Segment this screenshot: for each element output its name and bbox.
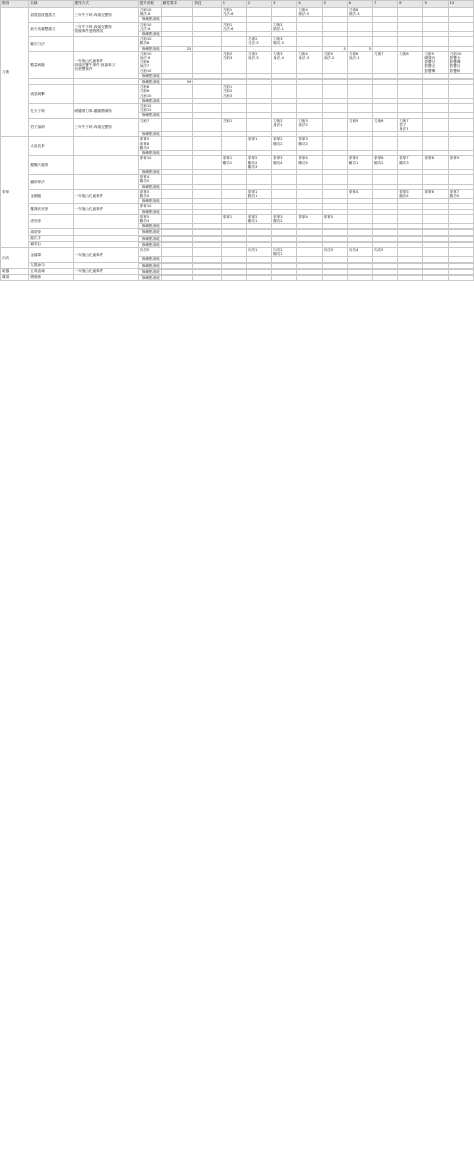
points-label: 修練點消耗 — [138, 209, 161, 214]
skill-row — [1, 118, 474, 132]
level-cell: 拳掌1 — [221, 214, 246, 223]
level-cell — [272, 85, 297, 99]
level-cell: 刀術6 身法-1 — [347, 51, 372, 73]
level-cell: 拳掌2 剛功2 剛功3 — [246, 156, 271, 170]
level-cell: 刀術7 — [373, 51, 398, 73]
level-cell: 刀術4 劍法-5 — [297, 8, 322, 17]
skill-name: 五毒追魂 — [29, 268, 73, 274]
level-cell — [347, 22, 372, 31]
column-header: 提升消耗 — [138, 1, 161, 8]
upgrade-cost: 拳掌10 — [138, 156, 161, 170]
level-cell — [398, 85, 423, 99]
skill-name: 新天英翼雙龍刀 — [29, 22, 73, 37]
level-cell: 刀術5 — [347, 118, 372, 132]
upgrade-cost: 內功5 — [138, 247, 161, 256]
level-cell: 拳掌4 — [347, 189, 372, 198]
skill-cell — [193, 37, 221, 46]
level-cell: 刀術1 刀法-6 — [221, 8, 246, 17]
level-cell — [448, 175, 473, 184]
obtain-method — [73, 175, 138, 190]
attr-requirement — [161, 85, 193, 99]
obtain-method — [73, 37, 138, 52]
level-cell: 刀術8 劍法-3 — [347, 8, 372, 17]
skill-row — [1, 51, 474, 73]
level-cell: 拳掌4 剛功5 — [297, 156, 322, 170]
level-cell — [423, 247, 448, 256]
points-value — [448, 275, 473, 280]
skill-name: 顧宗刀法 — [29, 37, 73, 52]
points-value — [347, 275, 372, 280]
level-cell: 拳掌3 剛功2 — [272, 214, 297, 223]
level-cell — [398, 175, 423, 184]
level-cell: 拳掌5 — [322, 214, 347, 223]
points-label: 修練點消耗 — [138, 263, 161, 268]
skill-name: 孔夫子劍 — [29, 104, 73, 119]
level-cell: 內功1 — [246, 247, 271, 256]
points-label: 修練點消耗 — [138, 224, 161, 229]
points-label: 修練點消耗 — [138, 98, 161, 103]
attr-requirement — [161, 104, 193, 113]
upgrade-cost: 拳掌5 腿功5 — [138, 189, 161, 198]
obtain-method: 一年後山孔嵐事件 — [73, 189, 138, 204]
level-cell — [221, 247, 246, 256]
level-cell: 刀術8 — [398, 51, 423, 73]
level-cell — [246, 85, 271, 99]
header-row — [1, 1, 474, 8]
level-cell: 拳掌3 剛功2 — [297, 137, 322, 151]
level-cell — [272, 175, 297, 184]
skill-name: 鐵布衫 — [29, 241, 73, 247]
skill-cell — [193, 22, 221, 31]
level-cell — [322, 104, 347, 113]
level-cell: 刀術3 身法2 — [297, 118, 322, 132]
points-label: 修練點消耗 — [138, 184, 161, 189]
level-cell: 拳掌3 剛功4 — [272, 156, 297, 170]
level-cell — [373, 37, 398, 46]
level-cell — [448, 37, 473, 46]
upgrade-cost: 刀術10 刀法-6 — [138, 22, 161, 31]
level-cell — [423, 85, 448, 99]
level-cell — [448, 85, 473, 99]
skill-name: 羅漢伏虎拳 — [29, 204, 73, 214]
level-cell: 拳掌2 剛功2 — [272, 137, 297, 151]
level-cell — [448, 137, 473, 151]
skill-row — [1, 22, 474, 31]
level-cell: 刀術2 身法-5 — [246, 51, 271, 73]
level-cell — [423, 104, 448, 113]
points-value — [161, 275, 193, 280]
upgrade-cost: 拳掌5 剛功3 — [138, 214, 161, 223]
level-cell — [221, 175, 246, 184]
level-cell: 拳掌5 剛功1 — [347, 156, 372, 170]
level-cell — [272, 8, 297, 17]
column-header: 8 — [398, 1, 423, 8]
skill-name: 九陽神功 — [29, 262, 73, 268]
skill-name: 流星刺擊 — [29, 85, 73, 104]
level-cell: 刀術10 影響全 影響傳 影響自 影響軟 — [448, 51, 473, 73]
obtain-method — [73, 156, 138, 175]
obtain-method — [73, 214, 138, 229]
level-cell — [322, 22, 347, 31]
skill-cell — [193, 137, 221, 151]
points-label: 修練點消耗 — [138, 46, 161, 51]
skill-name: 金鐘罩 — [29, 247, 73, 262]
points-value: 5 — [347, 46, 372, 51]
level-cell: 拳掌9 — [448, 156, 473, 170]
skill-row — [1, 214, 474, 223]
level-cell: 內功2 剛功1 — [272, 247, 297, 256]
skill-name: 鐵砂掌法 — [29, 175, 73, 190]
level-cell: 拳掌4 — [297, 214, 322, 223]
level-cell: 內功3 — [322, 247, 347, 256]
level-cell: 拳掌2 剛功1 — [246, 214, 271, 223]
level-cell — [398, 37, 423, 46]
level-cell — [423, 8, 448, 17]
level-cell: 刀術2 刀法-5 — [246, 37, 271, 46]
level-cell — [347, 214, 372, 223]
level-cell — [423, 214, 448, 223]
level-cell — [423, 37, 448, 46]
level-cell — [322, 156, 347, 170]
level-cell: 刀術2 劍法-1 — [272, 22, 297, 31]
attr-requirement — [161, 214, 193, 223]
skill-row — [1, 8, 474, 17]
skill-row — [1, 104, 474, 113]
level-cell: 刀術9 剛強內 影響分 影響全 影響傳 — [423, 51, 448, 73]
upgrade-cost: 刀術10 刀術12 — [138, 104, 161, 113]
level-cell — [246, 175, 271, 184]
level-cell — [347, 137, 372, 151]
column-header: 1 — [221, 1, 246, 8]
level-cell — [297, 22, 322, 31]
level-cell — [246, 22, 271, 31]
obtain-method: 三年牛子時-四頭完寶物 — [73, 8, 138, 23]
attr-requirement — [161, 37, 193, 46]
level-cell: 拳掌1 腿功1 — [246, 189, 271, 198]
level-cell — [448, 22, 473, 31]
skill-name: 碧霞遊波靈霞刀 — [29, 8, 73, 23]
upgrade-cost: 刀術7 — [138, 118, 161, 132]
level-cell — [221, 137, 246, 151]
skill-cell — [193, 85, 221, 99]
level-cell: 刀術1 刀法-6 — [221, 22, 246, 31]
column-header: 屬性要求 — [161, 1, 193, 8]
column-header: 3 — [272, 1, 297, 8]
level-cell: 拳掌5 腿功4 — [398, 189, 423, 198]
points-value — [246, 275, 271, 280]
level-cell — [398, 214, 423, 223]
points-value — [221, 275, 246, 280]
level-cell — [373, 137, 398, 151]
obtain-method: 一年後山孔嵐事件 — [73, 204, 138, 214]
column-header: 獲得方式 — [73, 1, 138, 8]
level-cell — [373, 8, 398, 17]
skill-cell — [193, 8, 221, 17]
level-cell — [448, 8, 473, 17]
attr-requirement — [161, 51, 193, 73]
level-cell — [322, 189, 347, 198]
points-label: 修練點消耗 — [138, 257, 161, 262]
skill-cell — [193, 156, 221, 170]
category-cell: 暗器 — [1, 268, 29, 274]
skill-name: 鴻蒙拳 — [29, 229, 73, 235]
level-cell — [398, 247, 423, 256]
points-label: 修練點消耗 — [138, 113, 161, 118]
level-cell — [272, 189, 297, 198]
level-cell — [322, 8, 347, 17]
level-cell — [347, 37, 372, 46]
column-header: 名稱 — [29, 1, 73, 8]
obtain-method: 三年牛子時-四頭完寶物 招親事件遊戲模英 — [73, 22, 138, 37]
level-cell — [246, 8, 271, 17]
level-cell: 刀術5 身法-2 — [322, 51, 347, 73]
obtain-method: 三年牛子時-四頭完寶物 — [73, 118, 138, 137]
skill-cell — [193, 189, 221, 198]
skill-name: 療傷術 — [29, 274, 73, 280]
column-header: 4 — [297, 1, 322, 8]
skill-name: 金剛腿 — [29, 189, 73, 204]
level-cell: 刀術3 身法-4 — [272, 51, 297, 73]
skill-table — [0, 0, 474, 281]
level-cell — [448, 247, 473, 256]
skill-cell — [193, 214, 221, 223]
level-cell: 拳掌6 剛功2 — [373, 156, 398, 170]
points-label: 修練點消耗 — [138, 80, 161, 85]
upgrade-cost: 刀術10 腿功6 — [138, 37, 161, 46]
level-cell — [246, 118, 271, 132]
column-header: 7 — [373, 1, 398, 8]
points-label: 修練點消耗 — [138, 269, 161, 274]
attr-requirement — [161, 137, 193, 151]
level-cell — [221, 189, 246, 198]
upgrade-cost: 刀術10 劍法-6 — [138, 8, 161, 17]
level-cell — [297, 175, 322, 184]
upgrade-cost: 刀術10 身法 6 刀術8 身法7 刀術10 — [138, 51, 161, 73]
level-cell: 刀術2 刀術3 — [221, 51, 246, 73]
level-cell — [373, 22, 398, 31]
level-cell — [297, 189, 322, 198]
attr-requirement — [161, 118, 193, 132]
level-cell — [297, 85, 322, 99]
points-label: 修練點消耗 — [138, 236, 161, 241]
level-cell — [322, 85, 347, 99]
level-cell: 內功5 — [373, 247, 398, 256]
level-cell: 拳掌6 — [423, 189, 448, 198]
category-cell: 雜項 — [1, 274, 29, 280]
level-cell — [221, 37, 246, 46]
obtain-method: 一年後山孔嵐事件 — [73, 268, 138, 274]
level-cell — [448, 118, 473, 132]
skill-row — [1, 189, 474, 198]
points-label: 修練點消耗 — [138, 132, 161, 137]
level-cell: 刀術6 — [373, 118, 398, 132]
obtain-method: 一年後山孔嵐事件 四頭完寶牛事件-崑崙事又 有蒙豐事件 — [73, 51, 138, 78]
points-value — [423, 275, 448, 280]
points-value: 5 — [322, 46, 347, 51]
level-cell: 刀術1 刀術2 刀術3 — [221, 85, 246, 99]
points-label: 修練點消耗 — [138, 199, 161, 204]
skill-name: 龍爪手 — [29, 235, 73, 241]
attr-requirement — [161, 189, 193, 198]
skill-cell — [193, 175, 221, 184]
level-cell — [322, 118, 347, 132]
points-label: 修練點消耗 — [138, 73, 161, 78]
points-label: 修練點消耗 — [138, 275, 161, 280]
category-cell: 內功 — [1, 247, 29, 268]
level-cell: 內功4 — [347, 247, 372, 256]
level-cell: 拳掌7 腿功5 — [448, 189, 473, 198]
attr-requirement — [161, 8, 193, 17]
column-header: 10 — [448, 1, 473, 8]
upgrade-cost: 拳掌10 — [138, 204, 161, 209]
obtain-method: 暖爐殘刀事-蹦蹦閱讀物 — [73, 104, 138, 119]
level-cell — [373, 104, 398, 113]
level-cell — [448, 214, 473, 223]
level-cell — [423, 137, 448, 151]
obtain-method: 一年後山孔嵐事件 — [73, 247, 138, 262]
points-value — [322, 275, 347, 280]
attr-requirement — [161, 247, 193, 256]
skill-cell — [193, 51, 221, 73]
points-value: 59 — [161, 80, 193, 85]
level-cell — [322, 37, 347, 46]
level-cell: 拳掌1 — [246, 137, 271, 151]
level-cell: 拳掌1 剛功1 — [221, 156, 246, 170]
upgrade-cost: 刀術6 刀術8 刀術10 — [138, 85, 161, 99]
level-cell — [398, 8, 423, 17]
attr-requirement — [161, 22, 193, 31]
skill-name: 數量刺鏈 — [29, 51, 73, 78]
points-label: 修練點消耗 — [138, 151, 161, 156]
points-label: 修練點消耗 — [138, 230, 161, 235]
level-cell — [373, 189, 398, 198]
level-cell — [347, 175, 372, 184]
level-cell — [322, 175, 347, 184]
level-cell: 刀術7 君子 身法1 — [398, 118, 423, 132]
skill-cell — [193, 118, 221, 132]
level-cell — [398, 104, 423, 113]
skill-row — [1, 175, 474, 184]
level-cell — [373, 214, 398, 223]
column-header: 9 — [423, 1, 448, 8]
category-cell: 刀術 — [1, 8, 29, 137]
obtain-method — [73, 274, 138, 280]
level-cell — [398, 137, 423, 151]
upgrade-cost: 拳掌4 剛功5 — [138, 175, 161, 184]
skill-cell — [193, 104, 221, 113]
level-cell — [448, 104, 473, 113]
points-value — [398, 275, 423, 280]
points-value — [193, 275, 221, 280]
column-header: 類別 — [1, 1, 29, 8]
level-cell — [297, 37, 322, 46]
level-cell — [297, 247, 322, 256]
skill-name: 君子論劍 — [29, 118, 73, 137]
level-cell — [423, 22, 448, 31]
level-cell — [373, 85, 398, 99]
points-value — [272, 275, 297, 280]
level-cell: 拳掌8 — [423, 156, 448, 170]
skill-row — [1, 85, 474, 99]
attr-requirement — [161, 156, 193, 170]
level-cell: 刀術4 身法-3 — [297, 51, 322, 73]
points-label: 修練點消耗 — [138, 242, 161, 247]
level-cell — [221, 104, 246, 113]
skill-name: 醍醐天龍掌 — [29, 156, 73, 175]
points-value — [373, 275, 398, 280]
level-cell: 刀術2 身法1 — [272, 118, 297, 132]
column-header: 2 — [246, 1, 271, 8]
skill-row — [1, 156, 474, 170]
points-label: 修練點消耗 — [138, 32, 161, 37]
level-cell: 刀術1 — [221, 118, 246, 132]
level-cell — [423, 118, 448, 132]
level-cell — [373, 175, 398, 184]
level-cell — [347, 104, 372, 113]
level-cell — [272, 104, 297, 113]
obtain-method — [73, 85, 138, 104]
skill-cell — [193, 247, 221, 256]
level-cell — [322, 137, 347, 151]
skill-name: 虎形拳 — [29, 214, 73, 229]
skill-name: 太祖長拳 — [29, 137, 73, 156]
level-cell: 刀術3 腿功-5 — [272, 37, 297, 46]
skill-row — [1, 137, 474, 151]
level-cell — [398, 22, 423, 31]
obtain-method — [73, 137, 138, 156]
level-cell — [423, 175, 448, 184]
category-cell: 拳掌 — [1, 137, 29, 247]
upgrade-cost: 拳掌5 拳掌8 剛功5 — [138, 137, 161, 151]
points-label: 修練點消耗 — [138, 169, 161, 174]
column-header: 6 — [347, 1, 372, 8]
column-header: 5 — [322, 1, 347, 8]
level-cell: 拳掌7 剛功3 — [398, 156, 423, 170]
points-value — [297, 275, 322, 280]
level-cell — [297, 104, 322, 113]
attr-requirement — [161, 175, 193, 184]
points-value: 25 — [161, 46, 193, 51]
skill-row — [1, 37, 474, 46]
level-cell — [347, 85, 372, 99]
points-label: 修練點消耗 — [138, 17, 161, 22]
level-cell — [246, 104, 271, 113]
column-header: 持技 — [193, 1, 221, 8]
skill-row — [1, 247, 474, 256]
